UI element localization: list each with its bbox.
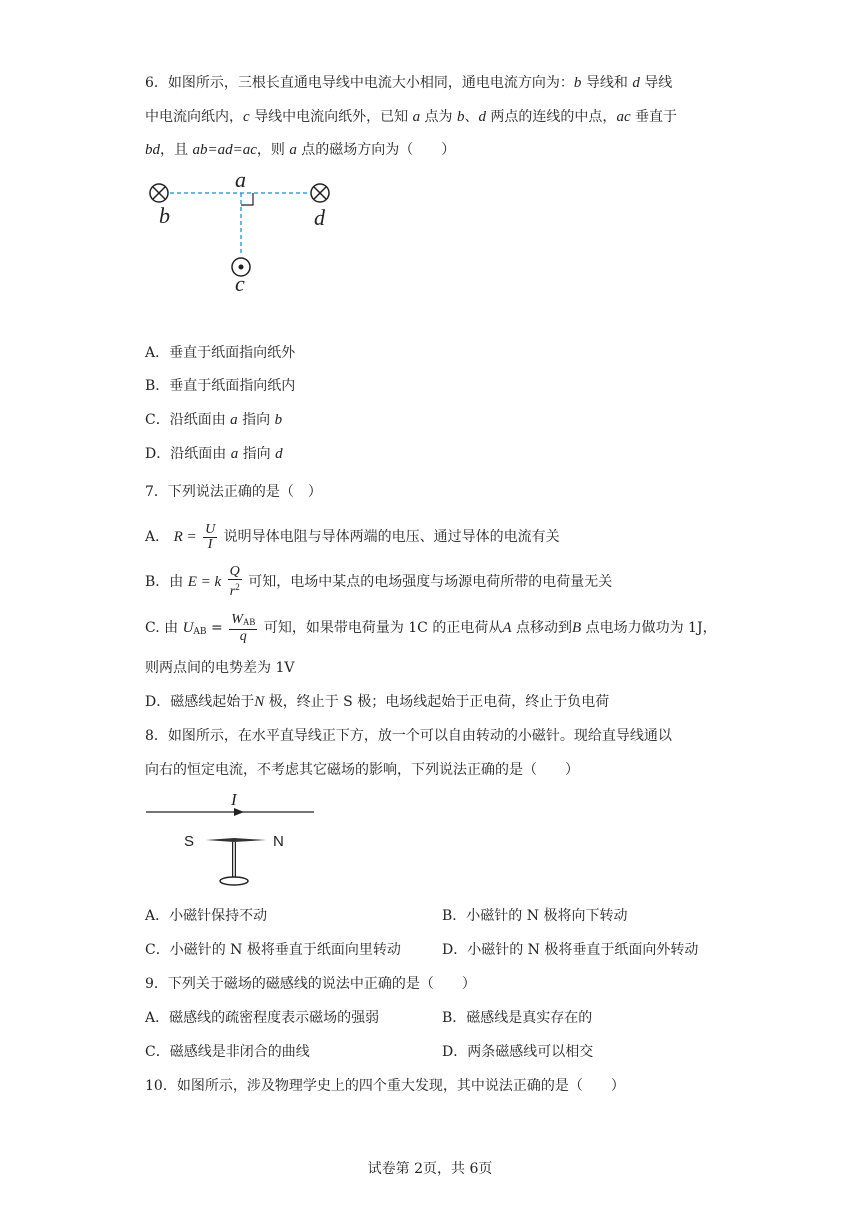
- label-b: b: [159, 203, 170, 228]
- q8-option-a: A．小磁针保持不动: [145, 908, 268, 924]
- q6-option-a: A．垂直于纸面指向纸外: [145, 345, 296, 361]
- label-current-I: I: [231, 790, 237, 809]
- q6-option-d: D．沿纸面由 a 指向 d: [145, 446, 283, 462]
- q7-option-c: C. 由 $U_{AB}$ = $\frac{W_{AB}}{q}$ 可知，如果带电荷量为 1C 的正电荷从A 点移动到B 点电场力做功为 1J，: [145, 611, 717, 644]
- label-S: S: [184, 833, 195, 850]
- q8-option-b: B．小磁针的 N 极将向下转动: [442, 908, 628, 924]
- q7-c-fraction: $\frac{W_{AB}}{q}$: [231, 611, 256, 644]
- right-angle-mark: [241, 193, 253, 205]
- label-a: a: [235, 167, 246, 192]
- label-c: c: [235, 271, 245, 295]
- wire-d-into-page-icon: [311, 184, 329, 202]
- q6-wire-figure: [140, 165, 360, 295]
- q9-stem: 9．下列关于磁场的磁感线的说法中正确的是（ ）: [145, 976, 476, 992]
- label-d: d: [314, 205, 325, 230]
- q9-option-d: D．两条磁感线可以相交: [442, 1044, 594, 1060]
- compass-needle: [206, 838, 266, 842]
- q7-option-a: A． R = $\frac{U}{I}$ 说明导体电阻与导体两端的电压、通过导体的电流有关: [145, 521, 560, 552]
- wire-b-into-page-icon: [150, 184, 168, 202]
- q8-stem-line2: 向右的恒定电流，不考虑其它磁场的影响，下列说法正确的是（ ）: [145, 762, 579, 778]
- q7-stem: 7．下列说法正确的是（ ）: [145, 484, 322, 500]
- q7-option-b: B．由 E = k $\frac{Q}{r^2}$ 可知，电场中某点的电场强度与场源电荷所带的电荷量无关: [145, 564, 613, 599]
- q7-b-fraction: $\frac{Q}{r^2}$: [229, 564, 240, 599]
- label-N: N: [273, 833, 284, 850]
- q8-option-d: D．小磁针的 N 极将垂直于纸面向外转动: [442, 942, 699, 958]
- compass-base: [220, 877, 248, 885]
- q9-option-a: A．磁感线的疏密程度表示磁场的强弱: [145, 1010, 380, 1026]
- q6-stem-line3: bd，且 ab=ad=ac，则 a 点的磁场方向为（ ）: [145, 142, 456, 158]
- q8-option-c: C．小磁针的 N 极将垂直于纸面向里转动: [145, 942, 401, 958]
- page-footer: 试卷第 2页，共 6页: [367, 1161, 493, 1177]
- q6-stem-line1: 6．如图所示，三根长直通电导线中电流大小相同，通电电流方向为：b 导线和 d 导线: [145, 75, 673, 91]
- q6-stem-line2: 中电流向纸内，c 导线中电流向纸外，已知 a 点为 b、d 两点的连线的中点，ac 垂直于: [145, 109, 678, 125]
- q8-stem-line1: 8．如图所示，在水平直导线正下方，放一个可以自由转动的小磁针。现给直导线通以: [145, 728, 672, 744]
- q9-option-c: C．磁感线是非闭合的曲线: [145, 1044, 310, 1060]
- q6-option-b: B．垂直于纸面指向纸内: [145, 378, 296, 394]
- q7-a-fraction: $\frac{U}{I}$: [205, 521, 216, 552]
- q10-stem: 10．如图所示，涉及物理学史上的四个重大发现，其中说法正确的是（ ）: [145, 1078, 625, 1094]
- q7-option-d: D．磁感线起始于N 极，终止于 S 极；电场线起始于正电荷，终止于负电荷: [145, 694, 610, 710]
- q7-option-c-line2: 则两点间的电势差为 1V: [145, 660, 295, 676]
- current-arrow-icon: [234, 808, 244, 816]
- q9-option-b: B．磁感线是真实存在的: [442, 1010, 593, 1026]
- q6-option-c: C．沿纸面由 a 指向 b: [145, 412, 283, 428]
- q8-compass-figure: [140, 788, 330, 894]
